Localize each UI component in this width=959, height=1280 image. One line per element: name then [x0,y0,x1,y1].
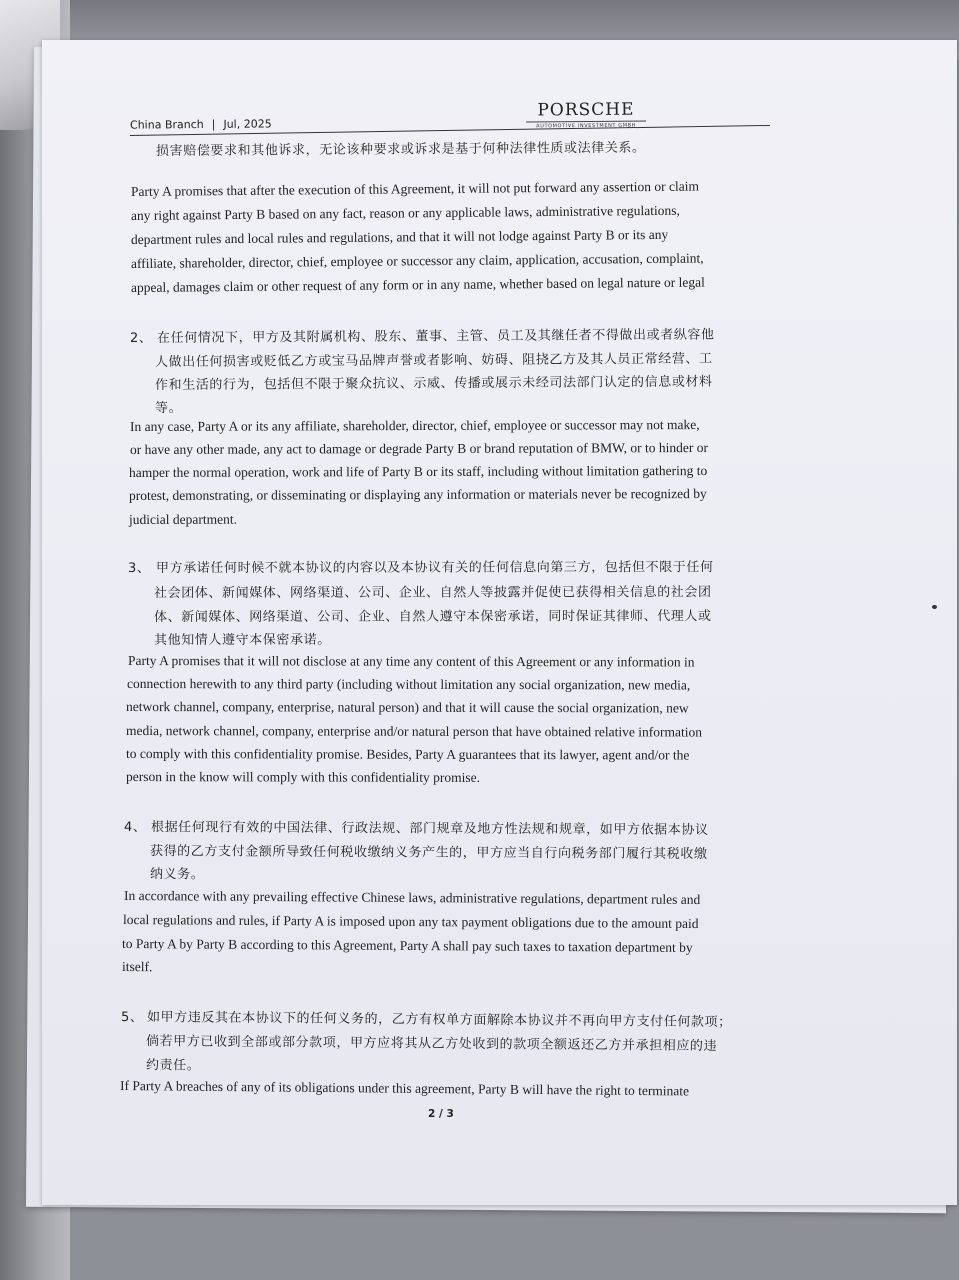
clause-1-zh-tail: 损害赔偿要求和其他诉求，无论该种要求或诉求是基于何种法律性质或法律关系。 [155,140,646,159]
clause-1-en-line: Party A promises that after the execution of this Agreement, it will not put forward any assertion or claim [130,178,700,199]
clause-3-number: 3、 [127,560,151,576]
clause-5-number: 5、 [120,1010,144,1026]
clause-4-zh-line: 获得的乙方支付金额所导致任何税收缴纳义务产生的，甲方应当自行向税务部门履行其税收缴 [149,844,708,862]
clause-4-en-line: In accordance with any prevailing effective Chinese laws, administrative regulations, department rules and [123,888,701,908]
clause-5-en-line: If Party A breaches of any of its obligations under this agreement, Party B will have the right to terminate [119,1078,690,1099]
clause-4-zh-line: 根据任何现行有效的中国法律、行政法规、部门规章及地方性法规和规章，如甲方依据本协议 [150,820,709,838]
logo-brand-name: PORSCHE [537,99,635,121]
clause-2-en-line: In any case, Party A or its any affiliate, shareholder, director, chief, employee or successor may not make, [129,417,700,434]
header-date: Jul, 2025 [223,117,272,131]
clause-3-en-line: to comply with this confidentiality promise. Besides, Party A guarantees that its lawyer, agent and/or the [125,746,690,763]
clause-1-en-line: affiliate, shareholder, director, chief, employee or successor any claim, application, accusation, complaint, [130,250,704,271]
clause-1-en-line: any right against Party B based on any fact, reason or any applicable laws, administrative regulations, [130,202,680,223]
logo-subtitle: AUTOMOTIVE INVESTMENT GMBH [526,120,646,129]
clause-2-zh-line: 在任何情况下，甲方及其附属机构、股东、董事、主管、员工及其继任者不得做出或者纵容他 [156,327,715,346]
clause-2-zh-line: 作和生活的行为，包括但不限于聚众抗议、示威、传播或展示未经司法部门认定的信息或材料 [154,374,713,393]
clause-4-number: 4、 [123,820,147,836]
paper-speck [932,605,937,609]
clause-1-en-line: appeal, damages claim or other request of any form or in any name, whether based on legal nature or legal [130,274,705,295]
clause-3-zh-line: 体、新闻媒体、网络渠道、公司、企业、自然人遵守本保密承诺，同时保证其律师、代理人或 [153,609,712,625]
clause-3-en-line: media, network channel, company, enterprise and/or natural person that have obtained relative information [125,723,703,740]
clause-2-en-line: protest, demonstrating, or disseminating or displaying any information or materials never be recognized by [128,485,707,503]
clause-2-en-line: or have any other made, any act to damage or degrade Party B or brand reputation of BMW, or to hinder or [129,439,708,457]
clause-2-number: 2、 [129,330,153,346]
header-branch: China Branch [129,117,204,132]
clause-1-en-line: department rules and local rules and regulations, and that it will not lodge against Party B or its any [130,226,669,247]
clause-4-zh-line: 纳义务。 [149,867,205,883]
clause-5-zh-line: 如甲方违反其在本协议下的任何义务的，乙方有权单方面解除本协议并不再向甲方支付任何款项； [146,1010,732,1031]
clause-2-en-line: hamper the normal operation, work and life of Party B or its staff, including without limitation gathering to [128,462,708,480]
clause-3-en-line: connection herewith to any third party (including without limitation any social organization, new media, [126,676,691,693]
clause-3-en-line: Party A promises that it will not disclose at any time any content of this Agreement or any information in [127,653,695,670]
clause-5-zh-line: 约责任。 [145,1058,201,1074]
clause-5-zh-line: 倘若甲方已收到全部或部分款项，甲方应将其从乙方处收到的款项全额返还乙方并承担相应的违 [145,1034,718,1054]
clause-3-zh-line: 其他知情人遵守本保密承诺。 [153,632,331,648]
clause-2-en-line: judicial department. [128,511,237,527]
clause-4-en-line: itself. [121,959,153,975]
clause-3-zh-line: 甲方承诺任何时候不就本协议的内容以及本协议有关的任何信息向第三方，包括但不限于任何 [155,560,714,576]
header-separator: | [211,117,216,131]
clause-4-en-line: local regulations and rules, if Party A is imposed upon any tax payment obligations due to the amount paid [122,912,699,932]
clause-2-zh-line: 等。 [154,400,183,416]
clause-3-en-line: person in the know will comply with this confidentiality promise. [125,769,480,785]
clause-4-en-line: to Party A by Party B according to this Agreement, Party A shall pay such taxes to taxation department by [121,936,693,955]
clause-3-zh-line: 社会团体、新闻媒体、网络渠道、公司、企业、自然人等披露并促使已获得相关信息的社会团 [153,585,712,601]
document-body [42,40,957,1205]
page-number: 2 / 3 [428,1108,454,1120]
clause-3-en-line: network channel, company, enterprise, natural person) and that it will cause the social organization, new [125,699,689,716]
document-page [42,40,957,1205]
clause-2-zh-line: 人做出任何损害或贬低乙方或宝马品牌声誉或者影响、妨碍、阻挠乙方及其人员正常经营、工 [154,351,713,370]
